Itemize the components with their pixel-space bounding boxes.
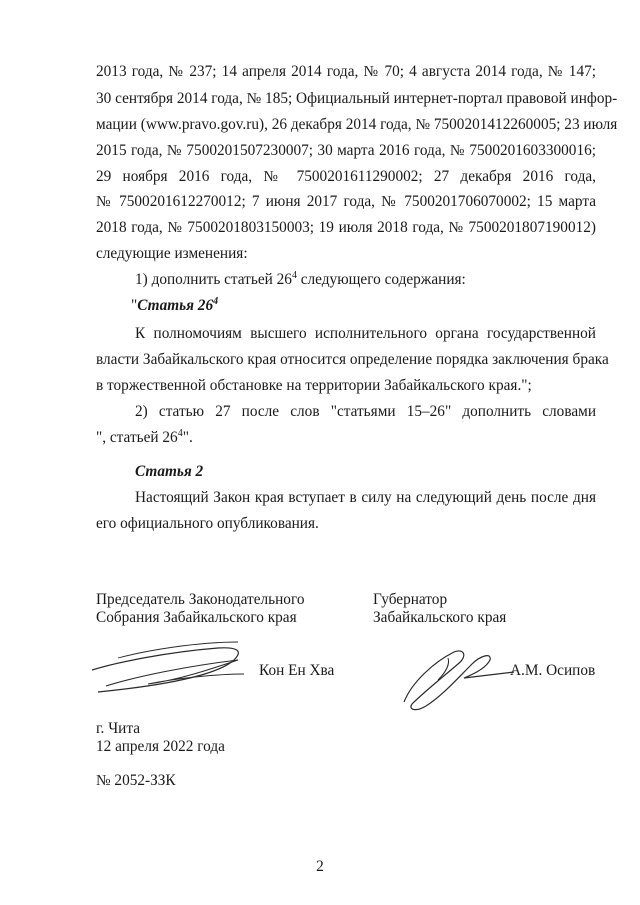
amendment-item-1-end: следующего содержания: bbox=[296, 271, 466, 288]
amendment-item-1-text: 1) дополнить статьей 26 bbox=[135, 271, 292, 288]
amendment-item-2-text: ", статьей 26 bbox=[96, 429, 178, 446]
article-26-heading bbox=[131, 296, 218, 316]
left-signatory-title-2: Собрания Забайкальского края bbox=[96, 609, 297, 626]
body-line-6: № 7500201612270012; 7 июня 2017 года, № 7500201706070002; 15 марта bbox=[96, 193, 596, 210]
article-26-title: Статья 26 bbox=[137, 297, 214, 314]
amendment-item-2-line-2 bbox=[96, 428, 193, 448]
body-line-3: мации (www.pravo.gov.ru), 26 декабря 2014 года, № 7500201412260005; 23 июля bbox=[96, 116, 618, 133]
article-26-para-line-3: в торжественной обстановке на территории Забайкальского края."; bbox=[96, 377, 532, 394]
article-26-para-line-2: власти Забайкальского края относится определение порядка заключения брака bbox=[96, 351, 609, 368]
amendment-item-2-end: ". bbox=[182, 429, 193, 446]
right-signatory-name: А.М. Осипов bbox=[510, 662, 596, 679]
article-2-title: Статья 2 bbox=[135, 463, 204, 480]
right-signatory-title-2: Забайкальского края bbox=[373, 609, 507, 626]
body-line-8: следующие изменения: bbox=[96, 245, 248, 262]
body-line-4: 2015 года, № 7500201507230007; 30 марта 2016 года, № 7500201603300016; bbox=[96, 142, 596, 159]
amendment-item-2-sup: 4 bbox=[177, 427, 183, 439]
article-26-para-line-1: К полномочиям высшего исполнительного органа государственной bbox=[135, 325, 596, 342]
article-26-sup: 4 bbox=[213, 295, 219, 307]
right-signatory-title-1: Губернатор bbox=[373, 591, 448, 608]
amendment-item-1-sup: 4 bbox=[291, 269, 297, 281]
left-signatory-title-1: Председатель Законодательного bbox=[96, 591, 305, 608]
article-26-quote: " bbox=[131, 297, 138, 314]
body-line-5: 29 ноября 2016 года, № 7500201611290002; 27 декабря 2016 года, bbox=[96, 168, 596, 185]
signing-date: 12 апреля 2022 года bbox=[96, 738, 225, 755]
amendment-item-1 bbox=[135, 270, 466, 290]
article-2-line-1: Настоящий Закон края вступает в силу на следующий день после дня bbox=[135, 489, 596, 506]
article-2-line-2: его официального опубликования. bbox=[96, 515, 319, 532]
city: г. Чита bbox=[96, 720, 140, 737]
body-line-1: 2013 года, № 237; 14 апреля 2014 года, № 70; 4 августа 2014 года, № 147; bbox=[96, 63, 596, 80]
left-signature bbox=[88, 636, 248, 698]
left-signatory-name: Кон Ен Хва bbox=[259, 662, 335, 679]
right-signature bbox=[398, 644, 518, 718]
page-number: 2 bbox=[316, 858, 324, 875]
amendment-item-2-line-1: 2) статью 27 после слов "статьями 15–26" дополнить словами bbox=[135, 403, 596, 420]
law-number: № 2052-ЗЗК bbox=[96, 772, 176, 789]
body-line-7: 2018 года, № 7500201803150003; 19 июля 2018 года, № 7500201807190012) bbox=[96, 219, 596, 236]
body-line-2: 30 сентября 2014 года, № 185; Официальный интернет-портал правовой инфор- bbox=[96, 90, 618, 107]
